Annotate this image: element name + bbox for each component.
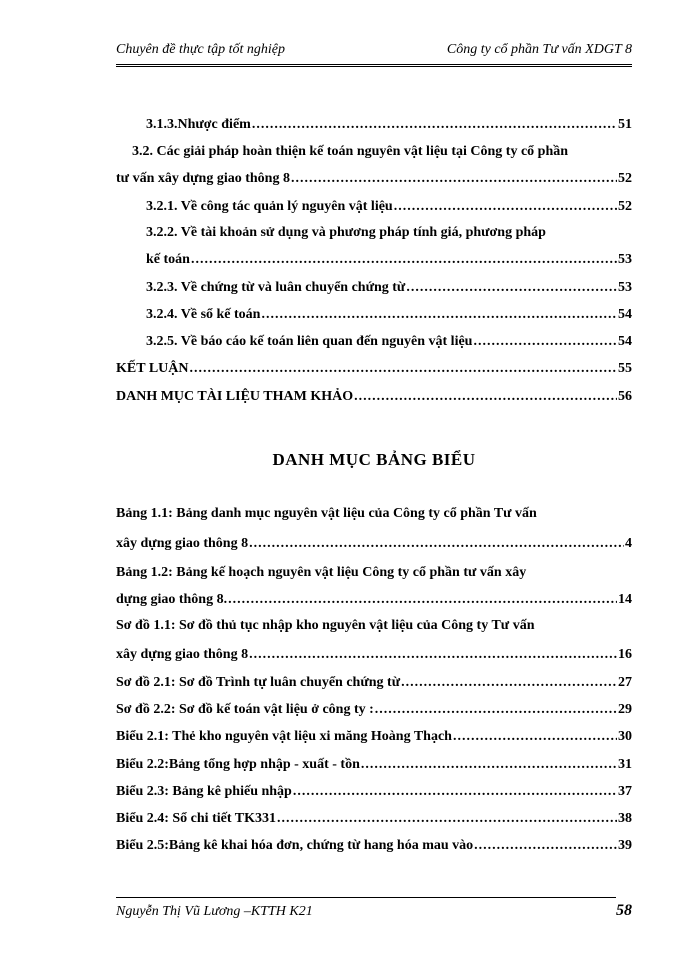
figure-entry[interactable] [116,644,632,666]
figure-page-number: 39 [618,838,632,853]
toc-entry-text: 3.2.2. Về tài khoản sử dụng và phương pháp tính giá, phương pháp [146,225,546,240]
toc-entry[interactable] [116,277,632,299]
figure-entry[interactable] [116,672,632,694]
figure-entry-text: Biểu 2.5:Bảng kê khai hóa đơn, chứng từ hang hóa mau vào [116,838,474,853]
toc-entry[interactable] [116,141,632,163]
toc-leader [291,168,617,190]
figure-entry-text: Biểu 2.2:Bảng tổng hợp nhập - xuất - tồn [116,757,360,772]
toc-entry[interactable] [116,331,632,353]
figure-entry-text: Biểu 2.1: Thẻ kho nguyên vật liệu xi măng Hoàng Thạch [116,729,452,744]
toc-page-number: 52 [618,199,632,214]
toc-entry-text: 3.1.3.Nhược điểm [146,117,251,132]
toc-leader [394,196,617,218]
figure-entry[interactable] [116,781,632,803]
figure-entry-text: dựng giao thông 8. [116,592,228,607]
figure-entry-text: Sơ đồ 2.1: Sơ đồ Trình tự luân chuyển chứng từ [116,675,401,690]
toc-page-number: 53 [618,280,632,295]
toc-entry[interactable] [116,249,632,271]
header-right-text: Công ty cổ phần Tư vấn XDGT 8 [446,42,632,57]
figure-entry[interactable] [116,615,632,637]
figure-leader [277,808,617,830]
figure-page-number: 14 [618,592,632,607]
footer-rule [116,897,616,898]
toc-leader [473,331,617,353]
toc-entry[interactable] [116,386,632,408]
footer-page-number: 58 [616,902,632,919]
figure-leader [401,672,617,694]
figure-page-number: 38 [618,811,632,826]
figure-entry[interactable] [116,754,632,776]
figure-entry-text: Biểu 2.4: Sổ chi tiết TK331 [116,811,276,826]
figure-entry-text: Biểu 2.3: Bảng kê phiếu nhập [116,784,292,799]
figure-page-number: 31 [618,757,632,772]
figure-entry-text: Sơ đồ 1.1: Sơ đồ thủ tục nhập kho nguyên vật liệu của Công ty Tư vấn [116,618,535,633]
figure-leader [453,726,617,748]
toc-entry-text: KẾT LUẬN [116,361,189,376]
figure-entry[interactable] [116,533,632,555]
figure-entry-text: xây dựng giao thông 8 [116,647,249,662]
header-left-text: Chuyên đề thực tập tốt nghiệp [116,42,285,57]
figure-entry[interactable] [116,726,632,748]
toc-entry-text: 3.2.3. Về chứng từ và luân chuyển chứng từ [146,280,406,295]
figure-entry-text: Bảng 1.2: Bảng kế hoạch nguyên vật liệu Công ty cổ phần tư vấn xây [116,565,527,580]
toc-page-number: 54 [618,307,632,322]
figure-entry[interactable] [116,562,632,584]
toc-leader [191,249,617,271]
toc-leader [406,277,617,299]
toc-entry-text: 3.2.5. Về báo cáo kế toán liên quan đến nguyên vật liệu [146,334,473,349]
toc-entry[interactable] [116,222,632,244]
figure-leader [375,699,617,721]
figure-leader [249,644,617,666]
toc-entry[interactable] [116,196,632,218]
figure-leader [249,533,624,555]
header-rule [116,64,632,69]
page-footer [116,902,632,924]
figure-entry-text: Bảng 1.1: Bảng danh mục nguyên vật liệu của Công ty cổ phần Tư vấn [116,506,537,521]
figure-page-number: 29 [618,702,632,717]
figure-entry-text: xây dựng giao thông 8 [116,536,249,551]
figure-page-number: 37 [618,784,632,799]
toc-entry[interactable] [116,304,632,326]
toc-page-number: 51 [618,117,632,132]
toc-entry-text: 3.2.1. Về công tác quản lý nguyên vật liệu [146,199,393,214]
section-title: DANH MỤC BẢNG BIỂU [272,450,476,469]
figure-leader [228,589,617,611]
figure-entry[interactable] [116,503,632,525]
toc-page-number: 55 [618,361,632,376]
toc-page-number: 56 [618,389,632,404]
toc-entry-text: 3.2.4. Về sổ kế toán [146,307,261,322]
toc-leader [189,358,617,380]
toc-page-number: 53 [618,252,632,267]
figure-page-number: 4 [625,536,632,551]
toc-entry-text: tư vấn xây dựng giao thông 8 [116,171,290,186]
figure-entry[interactable] [116,808,632,830]
figure-entry-text: Sơ đồ 2.2: Sơ đồ kế toán vật liệu ở công ty : [116,702,374,717]
figure-entry[interactable] [116,589,632,611]
toc-entry[interactable] [116,168,632,190]
page-header [116,40,632,64]
figure-page-number: 30 [618,729,632,744]
figure-entry[interactable] [116,835,632,857]
figure-entry[interactable] [116,699,632,721]
toc-entry-text: kế toán [146,252,190,267]
toc-leader [354,386,617,408]
toc-leader [252,114,617,136]
figure-leader [361,754,617,776]
toc-page-number: 52 [618,171,632,186]
footer-author: Nguyễn Thị Vũ Lương –KTTH K21 [116,904,313,919]
figure-page-number: 27 [618,675,632,690]
toc-entry[interactable] [116,358,632,380]
toc-entry[interactable] [116,114,632,136]
figure-page-number: 16 [618,647,632,662]
toc-entry-text: DANH MỤC TÀI LIỆU THAM KHẢO [116,389,354,404]
figure-leader [293,781,617,803]
toc-entry-text: 3.2. Các giải pháp hoàn thiện kế toán nguyên vật liệu tại Công ty cổ phần [132,144,569,159]
toc-leader [261,304,617,326]
toc-page-number: 54 [618,334,632,349]
figure-leader [474,835,617,857]
